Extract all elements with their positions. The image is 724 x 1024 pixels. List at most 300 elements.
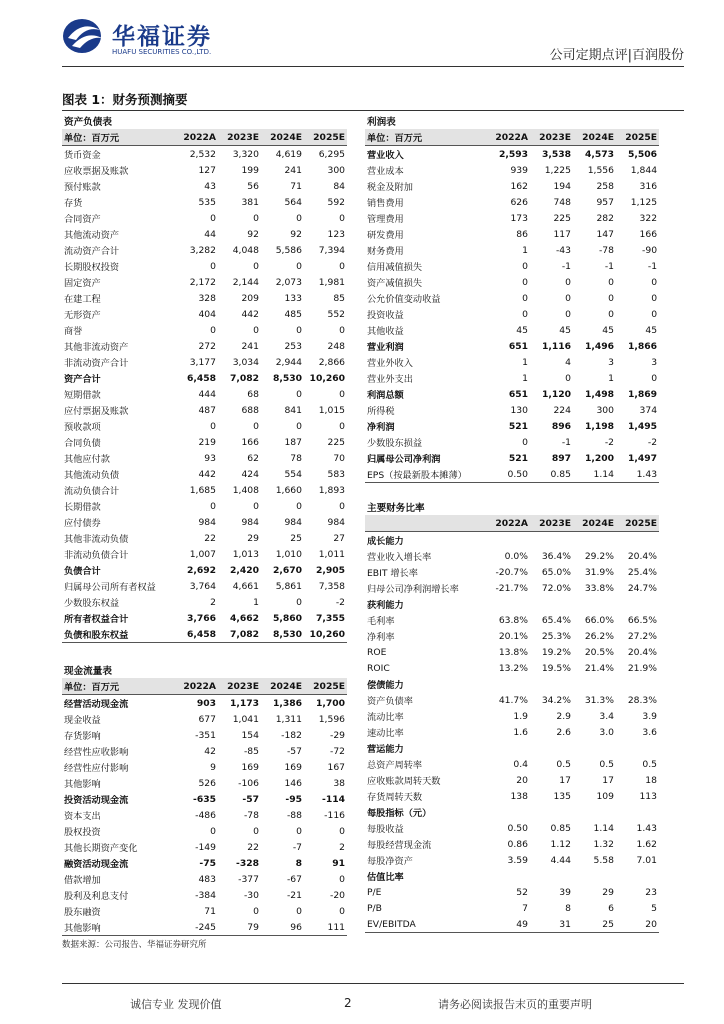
row-value: 0.5: [599, 758, 614, 770]
row-value: 70: [333, 452, 346, 464]
table-row: [62, 306, 347, 322]
row-label: P/B: [367, 902, 382, 914]
row-value: 93: [204, 452, 216, 464]
table-row: [365, 450, 659, 466]
row-value: -106: [238, 777, 259, 789]
row-label: 少数股东权益: [64, 598, 120, 609]
row-value: 25.4%: [627, 566, 657, 578]
row-value: 0: [339, 388, 346, 400]
row-value: 1,866: [627, 340, 658, 352]
table-row: [62, 695, 347, 712]
row-value: 984: [241, 516, 259, 528]
row-value: 29: [602, 886, 614, 898]
table-row: [62, 807, 347, 823]
row-value: 1,408: [232, 484, 259, 496]
year-header: 2024E: [261, 678, 304, 695]
row-value: 328: [198, 292, 216, 304]
row-value: 4: [565, 356, 571, 368]
row-value: 6,458: [186, 372, 216, 384]
row-label: 资产负债率: [367, 696, 413, 707]
row-value: 225: [553, 212, 571, 224]
row-value: 45: [602, 324, 614, 336]
table-row: [365, 724, 659, 740]
table-row: [62, 626, 347, 643]
row-value: 1: [522, 244, 528, 256]
section-row: [365, 676, 659, 692]
year-header: 2025E: [616, 129, 659, 146]
table-title-row: [62, 113, 347, 129]
row-value: 17: [602, 774, 614, 786]
row-label: 负债合计: [64, 566, 101, 577]
section-row: [365, 532, 659, 549]
row-value: -635: [193, 793, 216, 805]
row-value: -75: [199, 857, 216, 869]
row-value: -21: [286, 889, 302, 901]
row-value: 0.50: [507, 822, 528, 834]
table-row: [365, 788, 659, 804]
row-value: 166: [639, 228, 658, 240]
row-label: 流动负债合计: [64, 486, 120, 497]
year-header: 2022A: [175, 678, 218, 695]
row-value: 10,260: [304, 626, 347, 643]
row-value: 7,082: [218, 626, 261, 643]
table-row: [365, 290, 659, 306]
table-row: [365, 258, 659, 274]
row-label: 其他应付款: [64, 454, 110, 465]
year-header: 2025E: [304, 129, 347, 146]
row-value: 2,073: [275, 276, 302, 288]
row-value: 1,015: [318, 404, 346, 416]
row-value: 1,173: [229, 697, 259, 709]
row-value: 0.0%: [504, 550, 528, 562]
row-label: 资本支出: [64, 811, 101, 822]
row-value: 4.44: [550, 854, 571, 866]
unit-header: 单位：百万元: [365, 129, 487, 146]
row-value: -85: [243, 745, 259, 757]
row-value: 17: [559, 774, 571, 786]
row-value: 39: [559, 886, 571, 898]
row-label: 存货周转天数: [367, 792, 423, 803]
row-label: 其他长期资产变化: [64, 843, 138, 854]
table-row: [365, 836, 659, 852]
table-row: [365, 612, 659, 628]
row-value: 2.9: [556, 710, 571, 722]
cash-flow-table: [62, 662, 347, 936]
table-row: [365, 210, 659, 226]
row-value: 300: [596, 404, 614, 416]
row-label: ROE: [367, 646, 387, 658]
table-row: [62, 594, 347, 610]
row-value: 20.5%: [584, 646, 614, 658]
section-label: 估值比率: [367, 872, 404, 883]
table-title: 主要财务比率: [367, 503, 425, 514]
row-value: 841: [284, 404, 302, 416]
table-row: [62, 434, 347, 450]
row-value: 2,905: [315, 564, 346, 576]
year-header: 2022A: [487, 129, 530, 146]
row-label: 少数股东损益: [367, 438, 423, 449]
row-value: 241: [241, 340, 259, 352]
row-value: 1: [608, 372, 614, 384]
row-value: 0: [339, 212, 346, 224]
row-value: 3: [608, 356, 614, 368]
year-header: 2023E: [530, 129, 573, 146]
row-label: 速动比率: [367, 728, 404, 739]
unit-header: 单位：百万元: [62, 129, 175, 146]
table-row: [365, 418, 659, 434]
row-value: 130: [510, 404, 528, 416]
row-value: 487: [198, 404, 216, 416]
row-label: 资产合计: [64, 374, 101, 385]
financial-ratios-table: [365, 499, 659, 933]
row-value: 0: [522, 276, 528, 288]
table-row: [365, 548, 659, 564]
row-value: 0: [651, 308, 658, 320]
row-value: 1: [522, 372, 528, 384]
row-value: 26.2%: [584, 630, 614, 642]
table-row: [62, 290, 347, 306]
table-row: [62, 743, 347, 759]
row-value: 0: [210, 500, 216, 512]
row-value: 10,260: [309, 372, 346, 384]
row-value: 4,573: [584, 148, 614, 160]
row-value: 25: [573, 916, 616, 933]
section-label: 偿债能力: [367, 680, 404, 691]
row-label: P/E: [367, 886, 382, 898]
year-header: 2022A: [175, 129, 218, 146]
table-row: [62, 871, 347, 887]
row-label: 股利及利息支付: [64, 891, 129, 902]
row-value: 66.0%: [584, 614, 614, 626]
balance-sheet-table: [62, 113, 347, 643]
row-value: 3.59: [507, 854, 528, 866]
row-value: 2,420: [229, 564, 259, 576]
table-row: [365, 146, 659, 163]
row-label: 所有者权益合计: [64, 614, 129, 625]
row-label: 每股收益: [367, 824, 404, 835]
table-row: [62, 482, 347, 498]
table-row: [62, 727, 347, 743]
row-label: 预收款项: [64, 422, 101, 433]
row-value: -90: [642, 244, 658, 256]
row-value: 0: [253, 420, 259, 432]
row-label: 流动资产合计: [64, 246, 120, 257]
row-value: 1,011: [318, 548, 346, 560]
row-value: 1,844: [630, 164, 658, 176]
row-value: 0.4: [513, 758, 528, 770]
row-label: 归属母公司所有者权益: [64, 582, 156, 593]
row-value: 5,861: [275, 580, 302, 592]
footer-divider: [62, 983, 684, 984]
row-label: 长期借款: [64, 502, 101, 513]
row-value: 0: [296, 905, 302, 917]
row-value: 18: [645, 774, 657, 786]
row-value: 66.5%: [627, 614, 657, 626]
figure-divider: [62, 110, 684, 111]
row-value: 199: [241, 164, 259, 176]
table-row: [62, 242, 347, 258]
table-row: [62, 194, 347, 210]
row-value: 1,496: [584, 340, 614, 352]
row-value: 1,116: [541, 340, 571, 352]
table-row: [62, 322, 347, 338]
row-value: 49: [487, 916, 530, 933]
row-value: 0: [608, 292, 614, 304]
row-value: 554: [284, 468, 302, 480]
row-value: -88: [286, 809, 302, 821]
row-value: 0: [565, 276, 571, 288]
row-value: 109: [596, 790, 614, 802]
row-value: -20.7%: [495, 566, 528, 578]
row-value: 1,311: [275, 713, 302, 725]
row-value: 0: [651, 292, 658, 304]
row-value: -1: [604, 260, 614, 272]
row-value: 1,225: [544, 164, 571, 176]
year-header: 2023E: [218, 678, 261, 695]
row-label: 借款增加: [64, 875, 101, 886]
row-value: 0: [339, 420, 346, 432]
row-value: -182: [281, 729, 302, 741]
row-value: 0: [253, 825, 259, 837]
row-value: -328: [236, 857, 259, 869]
row-value: 1.14: [573, 466, 616, 483]
row-value: 444: [198, 388, 216, 400]
row-label: 长期股权投资: [64, 262, 120, 273]
row-value: 248: [327, 340, 346, 352]
row-label: 预付账款: [64, 182, 101, 193]
row-value: 2,866: [318, 356, 346, 368]
row-value: 29: [247, 532, 259, 544]
row-label: EBIT 增长率: [367, 568, 418, 579]
row-value: 0.50: [487, 466, 530, 483]
row-value: 7,355: [315, 612, 346, 624]
row-value: 0: [296, 420, 302, 432]
table-row: [365, 756, 659, 772]
row-label: 经营性应付影响: [64, 763, 129, 774]
row-value: 45: [516, 324, 528, 336]
table-title-row: [365, 113, 659, 129]
table-row: [62, 274, 347, 290]
row-value: 0: [339, 905, 346, 917]
row-value: -1: [647, 260, 658, 272]
row-value: 3: [651, 356, 658, 368]
table-row: [62, 162, 347, 178]
row-value: 984: [327, 516, 346, 528]
row-value: 1,685: [189, 484, 216, 496]
row-value: 71: [290, 180, 302, 192]
row-label: 其他收益: [367, 326, 404, 337]
row-value: 7.01: [636, 854, 657, 866]
row-label: 营业外收入: [367, 358, 413, 369]
report-type: 公司定期点评|百润股份: [549, 48, 684, 63]
row-value: 651: [508, 340, 528, 352]
table-title: 利润表: [367, 117, 396, 128]
year-header: 2023E: [218, 129, 261, 146]
row-value: 25.3%: [541, 630, 571, 642]
income-statement-table: [365, 113, 659, 483]
table-row: [62, 711, 347, 727]
table-header-row: [365, 129, 659, 146]
row-value: 45: [559, 324, 571, 336]
row-label: 短期借款: [64, 390, 101, 401]
row-value: 0: [339, 500, 346, 512]
table-row: [62, 258, 347, 274]
row-label: 固定资产: [64, 278, 101, 289]
row-value: -95: [285, 793, 302, 805]
row-value: 194: [553, 180, 571, 192]
row-value: 3,538: [541, 148, 571, 160]
row-value: -114: [322, 793, 346, 805]
row-label: 应付票据及账款: [64, 406, 129, 417]
row-value: 8: [565, 902, 571, 914]
table-header-row: [62, 678, 347, 695]
row-value: 1,200: [584, 452, 614, 464]
row-value: 162: [510, 180, 528, 192]
year-header: 2023E: [530, 515, 573, 532]
data-source-note: 数据来源：公司报告、华福证券研究所: [62, 940, 207, 950]
row-label: 其他非流动资产: [64, 342, 129, 353]
row-value: -7: [292, 841, 302, 853]
row-value: 41.7%: [498, 694, 528, 706]
row-value: 0: [339, 825, 346, 837]
row-value: 322: [639, 212, 658, 224]
table-row: [62, 338, 347, 354]
row-value: 5.58: [593, 854, 614, 866]
row-value: 187: [284, 436, 302, 448]
row-label: 净利润: [367, 422, 395, 433]
table-row: [365, 194, 659, 210]
row-value: 2,172: [189, 276, 216, 288]
row-value: -29: [330, 729, 346, 741]
unit-header: 单位：百万元: [62, 678, 175, 695]
table-row: [365, 772, 659, 788]
table-row: [62, 386, 347, 402]
row-label: 应付债券: [64, 518, 101, 529]
table-row: [62, 418, 347, 434]
row-value: 4,048: [232, 244, 259, 256]
company-name-en: HUAFU SECURITIES CO.,LTD.: [112, 48, 212, 56]
row-label: 流动比率: [367, 712, 404, 723]
row-value: 209: [241, 292, 259, 304]
row-value: 4,662: [229, 612, 259, 624]
table-row: [62, 514, 347, 530]
row-label: 归母公司净利润增长率: [367, 584, 459, 595]
row-value: -57: [286, 745, 302, 757]
row-value: 21.4%: [584, 662, 614, 674]
row-value: 31: [530, 916, 573, 933]
row-value: 2,944: [275, 356, 302, 368]
row-value: 78: [290, 452, 302, 464]
row-value: 224: [553, 404, 571, 416]
table-row: [365, 434, 659, 450]
row-value: -20: [330, 889, 346, 901]
row-label: 研发费用: [367, 230, 404, 241]
row-label: 管理费用: [367, 214, 404, 225]
row-label: 存货影响: [64, 731, 101, 742]
year-header: 2022A: [487, 515, 530, 532]
row-label: 其他流动负债: [64, 470, 120, 481]
table-row: [62, 466, 347, 482]
table-row: [365, 900, 659, 916]
row-label: 投资活动现金流: [64, 795, 129, 806]
table-row: [365, 322, 659, 338]
row-label: 合同负债: [64, 438, 101, 449]
row-value: 2,670: [272, 564, 302, 576]
section-row: [365, 804, 659, 820]
row-label: 经营活动现金流: [64, 699, 129, 710]
table-row: [62, 839, 347, 855]
row-label: 总资产周转率: [367, 760, 423, 771]
table-row: [62, 370, 347, 386]
row-value: 903: [196, 697, 216, 709]
row-value: 0: [651, 276, 658, 288]
section-row: [365, 596, 659, 612]
row-value: 2,692: [186, 564, 216, 576]
row-value: 485: [284, 308, 302, 320]
row-value: 6,295: [318, 148, 346, 160]
row-value: 3.4: [599, 710, 614, 722]
row-value: 2,593: [498, 148, 528, 160]
table-row: [365, 660, 659, 676]
row-label: 利润总额: [367, 390, 404, 401]
row-value: 20.1%: [498, 630, 528, 642]
row-value: 3,034: [232, 356, 259, 368]
table-row: [365, 580, 659, 596]
table-row: [365, 564, 659, 580]
row-value: 1,013: [232, 548, 259, 560]
logo-emblem-icon: [62, 16, 106, 56]
row-value: -1: [561, 260, 571, 272]
row-value: -78: [243, 809, 259, 821]
table-row: [365, 178, 659, 194]
row-value: 22: [247, 841, 259, 853]
row-value: 374: [639, 404, 658, 416]
row-label: 税金及附加: [367, 182, 413, 193]
row-value: 626: [510, 196, 528, 208]
header-divider: [62, 66, 684, 67]
row-value: 25: [290, 532, 302, 544]
row-value: 113: [639, 790, 657, 802]
row-label: 财务费用: [367, 246, 404, 257]
row-value: 0: [608, 276, 614, 288]
row-value: -78: [598, 244, 614, 256]
table-row: [62, 919, 347, 936]
table-row: [365, 162, 659, 178]
row-value: 166: [241, 436, 259, 448]
row-value: 241: [284, 164, 302, 176]
row-label: 应收票据及账款: [64, 166, 129, 177]
row-value: 0: [253, 324, 259, 336]
row-label: 营业成本: [367, 166, 404, 177]
table-row: [365, 852, 659, 868]
row-value: 0.5: [642, 758, 657, 770]
table-row: [62, 855, 347, 871]
row-value: -21.7%: [495, 582, 528, 594]
section-label: 成长能力: [367, 536, 404, 547]
row-label: 在建工程: [64, 294, 101, 305]
row-value: -2: [335, 596, 346, 608]
row-label: 股东融资: [64, 907, 101, 918]
row-value: 677: [198, 713, 216, 725]
row-value: 45: [645, 324, 658, 336]
row-value: 56: [247, 180, 259, 192]
row-value: 442: [198, 468, 216, 480]
row-value: 21.9%: [627, 662, 657, 674]
table-row: [365, 338, 659, 354]
row-value: 5,506: [627, 148, 658, 160]
row-value: 0: [253, 500, 259, 512]
row-value: 0.85: [550, 822, 571, 834]
